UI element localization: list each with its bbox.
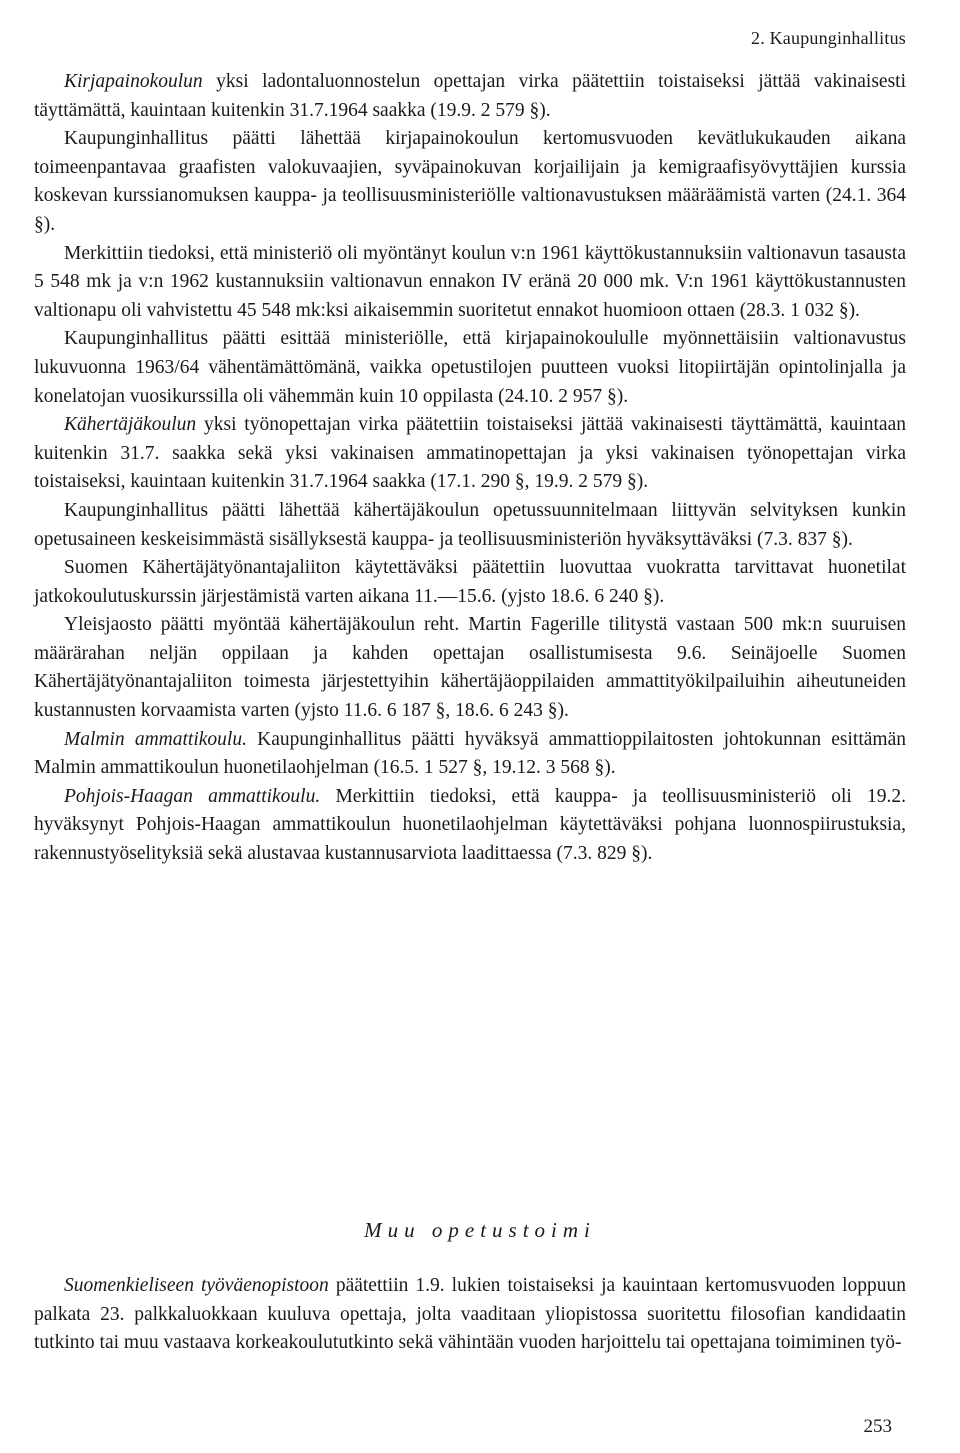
paragraph <box>34 68 906 125</box>
paragraph-lead: Pohjois-Haagan ammattikoulu. <box>64 785 321 807</box>
paragraph <box>34 783 906 869</box>
main-text-block <box>34 68 906 869</box>
running-head: 2. Kaupunginhallitus <box>751 28 906 48</box>
paragraph <box>34 611 906 725</box>
paragraph-text: Merkittiin tiedoksi, että kauppa- ja teollisuusministeriö oli 19.2. hyväksynyt Pohjois-Haagan ammattikoulun huonetilaohjelman käytettäväksi pohjana luonnospiirustuksia, rakennustyöselityksiä sekä alustavaa kustannusarviota laadittaessa (7.3. 829 §). <box>34 785 906 865</box>
paragraph-text: Kaupunginhallitus päätti esittää ministeriölle, että kirjapainokoululle myönnettäisiin valtionavustus lukuvuonna 1963/64 vähentämättömänä, vaikka opetustilojen puutteen vuoksi litopiirtäjän opintolinjalla ja konelatojan vuosikurssilla oli vähemmän kuin 10 oppilasta (24.10. 2 957 §). <box>34 328 906 407</box>
section-heading: Muu opetustoimi <box>364 1218 596 1242</box>
paragraph-lead: Malmin ammattikoulu. <box>64 728 247 750</box>
paragraph <box>34 1272 906 1358</box>
paragraph <box>34 726 906 783</box>
paragraph-lead: Kähertäjäkoulun <box>64 414 197 436</box>
paragraph-text: Suomen Kähertäjätyönantajaliiton käytettäväksi päätettiin luovuttaa vuokratta tarvittavat huonetilat jatkokoulutuskurssin järjestämistä varten aikana 11.—15.6. (yjsto 18.6. 6 240 §). <box>34 557 906 607</box>
paragraph-text: yksi työnopettajan virka päätettiin toistaiseksi jättää vakinaisesti täyttämättä, kauintaan kuitenkin 31.7. saakka sekä yksi vakinaisen ammatinopettajan ja yksi vakinaisen työnopettajan virka toistaiseksi, kauintaan kuitenkin 31.7.1964 saakka (17.1. 290 §, 19.9. 2 579 §). <box>34 414 906 493</box>
paragraph-text: päätettiin 1.9. lukien toistaiseksi ja kauintaan kertomusvuoden loppuun palkata 23. palkkaluokkaan kuuluva opettaja, jolta vaaditaan yliopistossa suoritettu filosofian kandidaatin tutkinto tai muu vastaava korkeakoulututkinto sekä vähintään vuoden harjoittelu tai opettajana toimiminen työ- <box>34 1275 906 1354</box>
paragraph-lead: Suomenkieliseen työväenopistoon <box>64 1275 329 1296</box>
paragraph-text: Kaupunginhallitus päätti lähettää kirjapainokoulun kertomusvuoden kevätlukukauden aikana toimeenpantavaa graafisten valokuvaajien, syväpainokuvan korjailijain ja kemigraafisyövyttäjien kurssia koskevan kurssianomuksen kauppa- ja teollisuusministeriölle valtionavustuksen määräämistä varten (24.1. 364 §). <box>34 128 906 235</box>
paragraph-text: Kaupunginhallitus päätti hyväksyä ammattioppilaitosten johtokunnan esittämän Malmin ammattikoulun huonetilaohjelman (16.5. 1 527 §, 19.12. 3 568 §). <box>34 728 906 779</box>
paragraph-lead: Kirjapainokoulun <box>64 71 203 92</box>
paragraph <box>34 411 906 497</box>
paragraph-text: Yleisjaosto päätti myöntää kähertäjäkoulun reht. Martin Fagerille tilitystä vastaan 500 mk:n suuruisen määrärahan neljän oppilaan ja kahden opettajan osallistumisesta 9.6. Seinäjoelle Suomen Kähertäjätyönantajaliiton toimesta järjestettyihin kähertäjäoppilaiden ammattityökilpailuihin aiheutuneiden kustannusten korvaamista varten (yjsto 11.6. 6 187 §, 18.6. 6 243 §). <box>34 614 906 722</box>
paragraph <box>34 497 906 554</box>
page-number: 253 <box>863 1416 892 1437</box>
paragraph-text: Kaupunginhallitus päätti lähettää kähertäjäkoulun opetussuunnitelmaan liittyvän selvityksen kunkin opetusaineen keskeisimmästä sisällyksestä kauppa- ja teollisuusministeriön hyväksyttäväksi (7.3. 837 §). <box>34 499 906 550</box>
paragraph-text: Merkittiin tiedoksi, että ministeriö oli myöntänyt koulun v:n 1961 käyttökustannuksiin valtionavun tasausta 5 548 mk ja v:n 1962 kustannuksiin valtionavun ennakon IV eränä 20 000 mk. V:n 1961 käyttökustannusten valtionapu oli vahvistettu 45 548 mk:ksi aikaisemmin suoritetut ennakot huomioon ottaen (28.3. 1 032 §). <box>34 242 906 321</box>
paragraph <box>34 554 906 611</box>
paragraph <box>34 240 906 326</box>
section-text-block <box>34 1272 906 1358</box>
paragraph-text: yksi ladontaluonnostelun opettajan virka päätettiin toistaiseksi jättää vakinaisesti täyttämättä, kauintaan kuitenkin 31.7.1964 saakka (19.9. 2 579 §). <box>34 71 906 121</box>
paragraph <box>34 325 906 411</box>
paragraph <box>34 125 906 239</box>
